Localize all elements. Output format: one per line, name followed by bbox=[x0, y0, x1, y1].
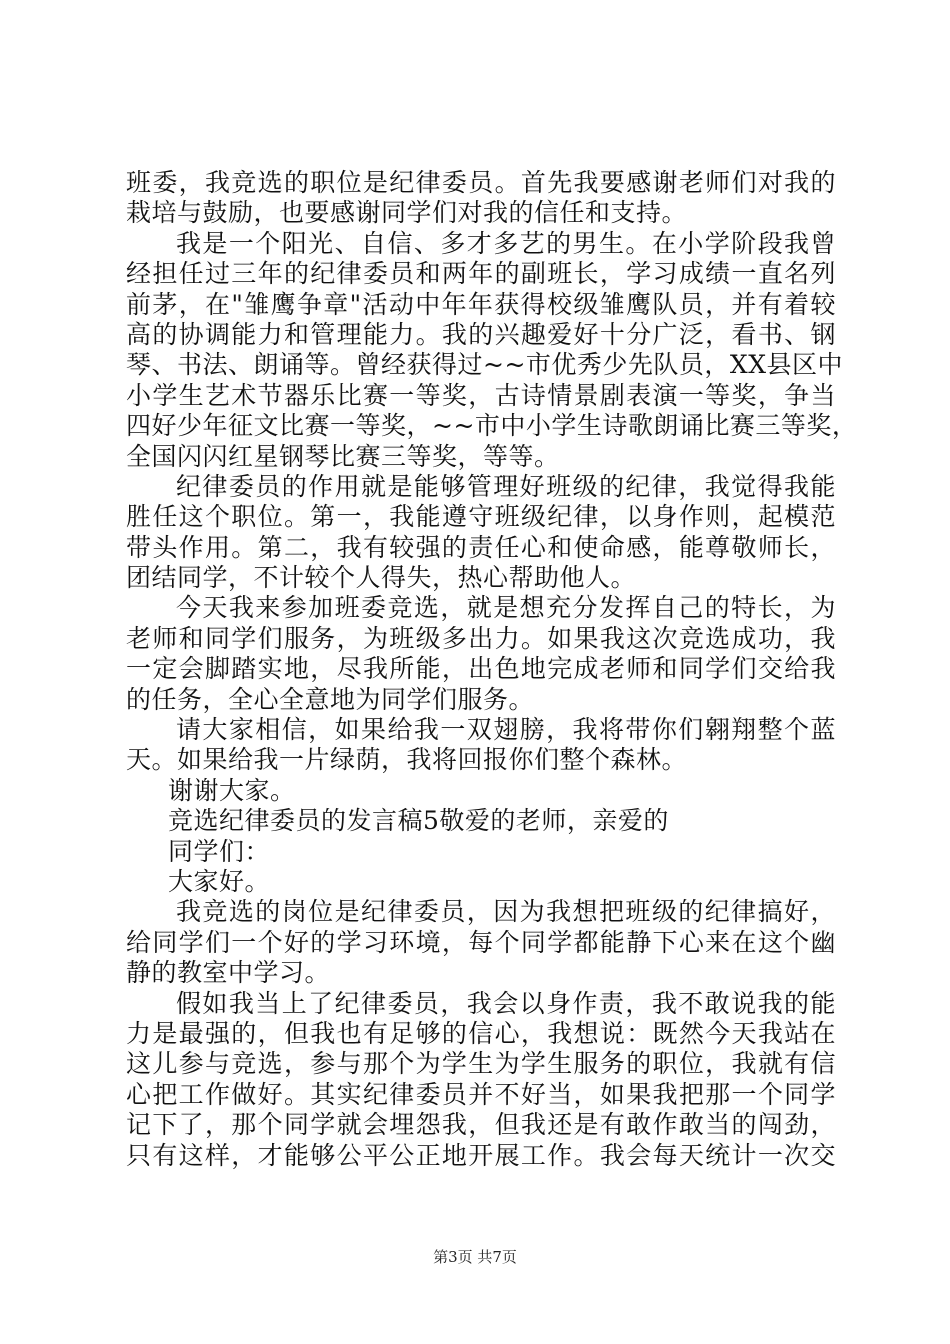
text-line: 这儿参与竞选，参与那个为学生为学生服务的职位，我就有信 bbox=[126, 1049, 836, 1079]
text-line: 班委，我竞选的职位是纪律委员。首先我要感谢老师们对我的 bbox=[126, 168, 836, 197]
text-line: 一定会脚踏实地，尽我所能，出色地完成老师和同学们交给我 bbox=[126, 654, 836, 684]
document-body bbox=[126, 168, 858, 1171]
text-line: 栽培与鼓励，也要感谢同学们对我的信任和支持。 bbox=[126, 198, 688, 228]
text-line: 天。如果给我一片绿荫，我将回报你们整个森林。 bbox=[126, 745, 688, 775]
text-line: 给同学们一个好的学习环境，每个同学都能静下心来在这个幽 bbox=[126, 927, 836, 957]
text-line: 只有这样，才能够公平公正地开展工作。我会每天统计一次交 bbox=[126, 1140, 836, 1170]
text-line: 同学们： bbox=[168, 836, 271, 866]
text-line: 记下了，那个同学就会埋怨我，但我还是有敢作敢当的闯劲， bbox=[126, 1110, 836, 1140]
text-line: 全国闪闪红星钢琴比赛三等奖，等等。 bbox=[126, 441, 560, 471]
text-line: 心把工作做好。其实纪律委员并不好当，如果我把那一个同学 bbox=[126, 1079, 836, 1109]
text-line: 琴、书法、朗诵等。曾经获得过~~市优秀少先队员，XX县区中 bbox=[126, 350, 843, 380]
text-line: 大家好。 bbox=[168, 866, 271, 896]
text-line: 纪律委员的作用就是能够管理好班级的纪律，我觉得我能 bbox=[176, 471, 836, 501]
text-line: 经担任过三年的纪律委员和两年的副班长，学习成绩一直名列 bbox=[126, 259, 836, 289]
text-line: 带头作用。第二，我有较强的责任心和使命感，能尊敬师长， bbox=[126, 532, 836, 562]
text-line: 我竞选的岗位是纪律委员，因为我想把班级的纪律搞好， bbox=[176, 897, 836, 927]
text-line: 谢谢大家。 bbox=[168, 775, 296, 805]
text-line: 竞选纪律委员的发言稿5敬爱的老师，亲爱的 bbox=[168, 806, 669, 836]
text-line: 前茅，在"雏鹰争章"活动中年年获得校级雏鹰队员，并有着较 bbox=[126, 289, 836, 319]
text-line: 请大家相信，如果给我一双翅膀，我将带你们翱翔整个蓝 bbox=[176, 715, 836, 745]
text-line: 小学生艺术节器乐比赛一等奖，古诗情景剧表演一等奖，争当 bbox=[126, 380, 836, 410]
text-line: 今天我来参加班委竞选，就是想充分发挥自己的特长，为 bbox=[176, 593, 836, 623]
text-line: 的任务，全心全意地为同学们服务。 bbox=[126, 684, 535, 714]
text-line: 静的教室中学习。 bbox=[126, 958, 331, 988]
text-line: 团结同学，不计较个人得失，热心帮助他人。 bbox=[126, 563, 637, 593]
text-line: 老师和同学们服务，为班级多出力。如果我这次竞选成功，我 bbox=[126, 623, 836, 653]
text-line: 我是一个阳光、自信、多才多艺的男生。在小学阶段我曾 bbox=[176, 228, 836, 258]
text-line: 假如我当上了纪律委员，我会以身作责，我不敢说我的能 bbox=[176, 988, 836, 1018]
text-line: 力是最强的，但我也有足够的信心，我想说：既然今天我站在 bbox=[126, 1018, 836, 1048]
text-line: 高的协调能力和管理能力。我的兴趣爱好十分广泛，看书、钢 bbox=[126, 319, 836, 349]
text-line: 胜任这个职位。第一，我能遵守班级纪律，以身作则，起模范 bbox=[126, 502, 836, 532]
page-footer: 第3页 共7页 bbox=[433, 1248, 517, 1266]
text-line: 四好少年征文比赛一等奖，~~市中小学生诗歌朗诵比赛三等奖， bbox=[126, 411, 858, 441]
